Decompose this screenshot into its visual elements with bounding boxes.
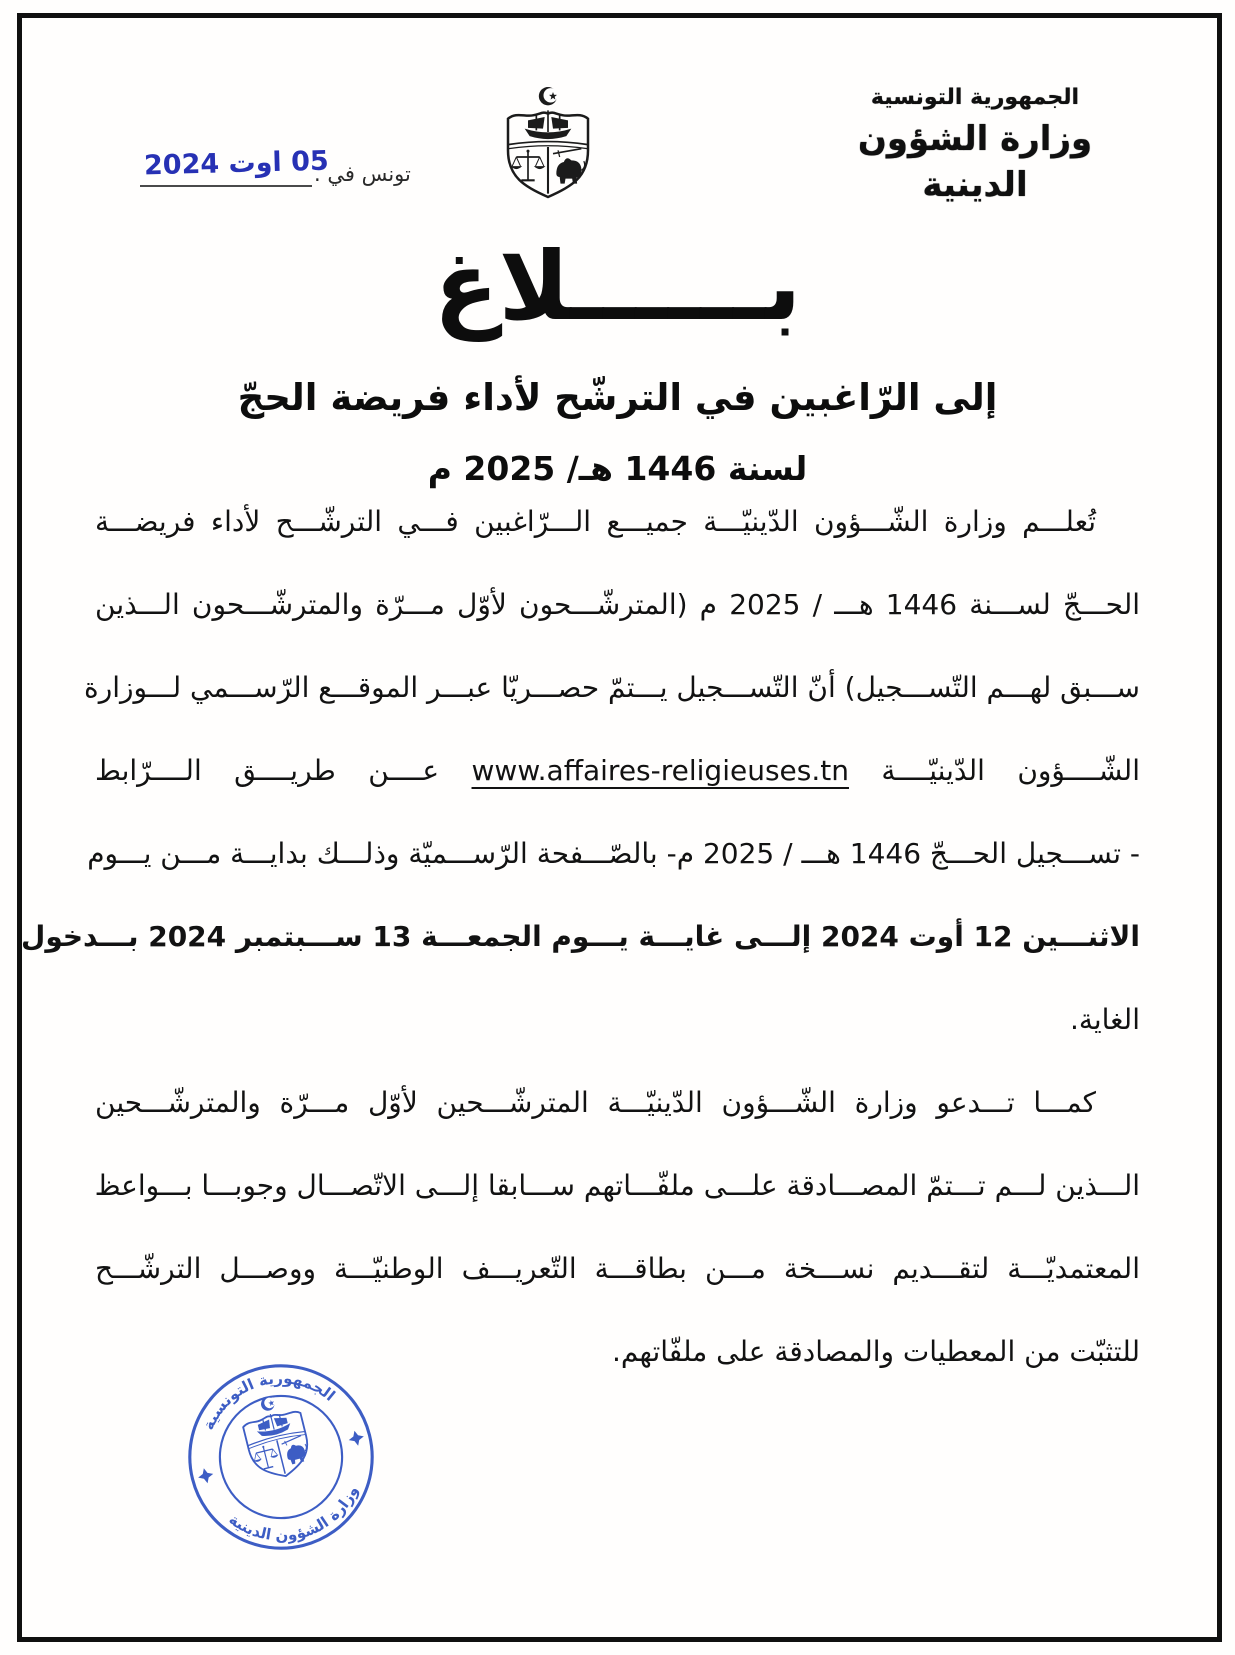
republic-name: الجمهورية التونسية (870, 85, 1080, 110)
body-text (21, 480, 1141, 1393)
body-line: الغاية. (1069, 1003, 1140, 1036)
date-underline (140, 185, 312, 187)
body-line: - تســـجيل الحـــجّ 1446 هـــ / 2025 م- بالصّـــفحة الرّســـميّة وذلـــك بدايـــة مـــن يـــوم (87, 837, 1140, 870)
ministry-name: وزارة الشؤون الدينية (857, 119, 1093, 205)
body-line-dates: الاثنـــين 12 أوت 2024 إلـــى غايـــة يـــوم الجمعـــة 13 ســـبتمبر 2024 بـــدخول (21, 920, 1140, 953)
date-stamp: 05 اوت 2024 (143, 145, 330, 182)
body-line: الحـــجّ لســـنة 1446 هـــ / 2025 م (المترشّـــحون لأوّل مـــرّة والمترشّـــحون الـــذين (95, 588, 1141, 621)
url-line-right-text: الشّــــؤون الدّينيّــــة (881, 754, 1140, 787)
stamp-star-icon (347, 1429, 366, 1448)
body-line: كمـــا تـــدعو وزارة الشّـــؤون الدّينيّـــة المترشّـــحين لأوّل مـــرّة والمترشّـــحين (95, 1086, 1096, 1119)
body-line: المعتمديّـــة لتقـــديم نســـخة مـــن بطاقـــة التّعريـــف الوطنيّـــة ووصـــل الترشّـــح (95, 1252, 1140, 1285)
body-line: للتثبّت من المعطيات والمصادقة على ملفّاتهم. (612, 1335, 1140, 1368)
body-line: تُعلـــم وزارة الشّـــؤون الدّينيّـــة جميـــع الـــرّاغبين فـــي الترشّـــح لأداء فريضـــة (95, 505, 1096, 538)
page-title: بــــــلاغ (433, 232, 802, 342)
website-url: www.affaires-religieuses.tn (471, 754, 849, 787)
body-line-with-url (95, 729, 1140, 812)
url-line-left-text: عــــن طريــــق الــــرّابط (95, 754, 440, 787)
place-date-label: تونس في . (314, 162, 411, 186)
letterhead (820, 80, 1130, 208)
page-subtitle: إلى الرّاغبين في الترشّح لأداء فريضة الحجّ (237, 376, 998, 419)
stamp-star-icon (196, 1466, 215, 1485)
body-line: ســـبق لهـــم التّســـجيل) أنّ التّســـجيل يـــتمّ حصـــريّا عبـــر الموقـــع الرّســـمي لـــوزارة (84, 671, 1140, 704)
year-line: لسنة 1446 هـ/ 2025 م (427, 449, 808, 488)
tunisia-coat-of-arms-icon (498, 76, 598, 208)
date-block (130, 138, 420, 198)
body-line: الـــذين لـــم تـــتمّ المصـــادقة علـــى ملفّـــاتهم ســـابقا إلـــى الاتّصـــال وجوبـــا بـــواعظ (94, 1169, 1140, 1202)
stamp-bottom-text: وزارة الشؤون الدينية (225, 1482, 362, 1545)
stamp-top-text: الجمهورية التونسية (199, 1369, 339, 1433)
